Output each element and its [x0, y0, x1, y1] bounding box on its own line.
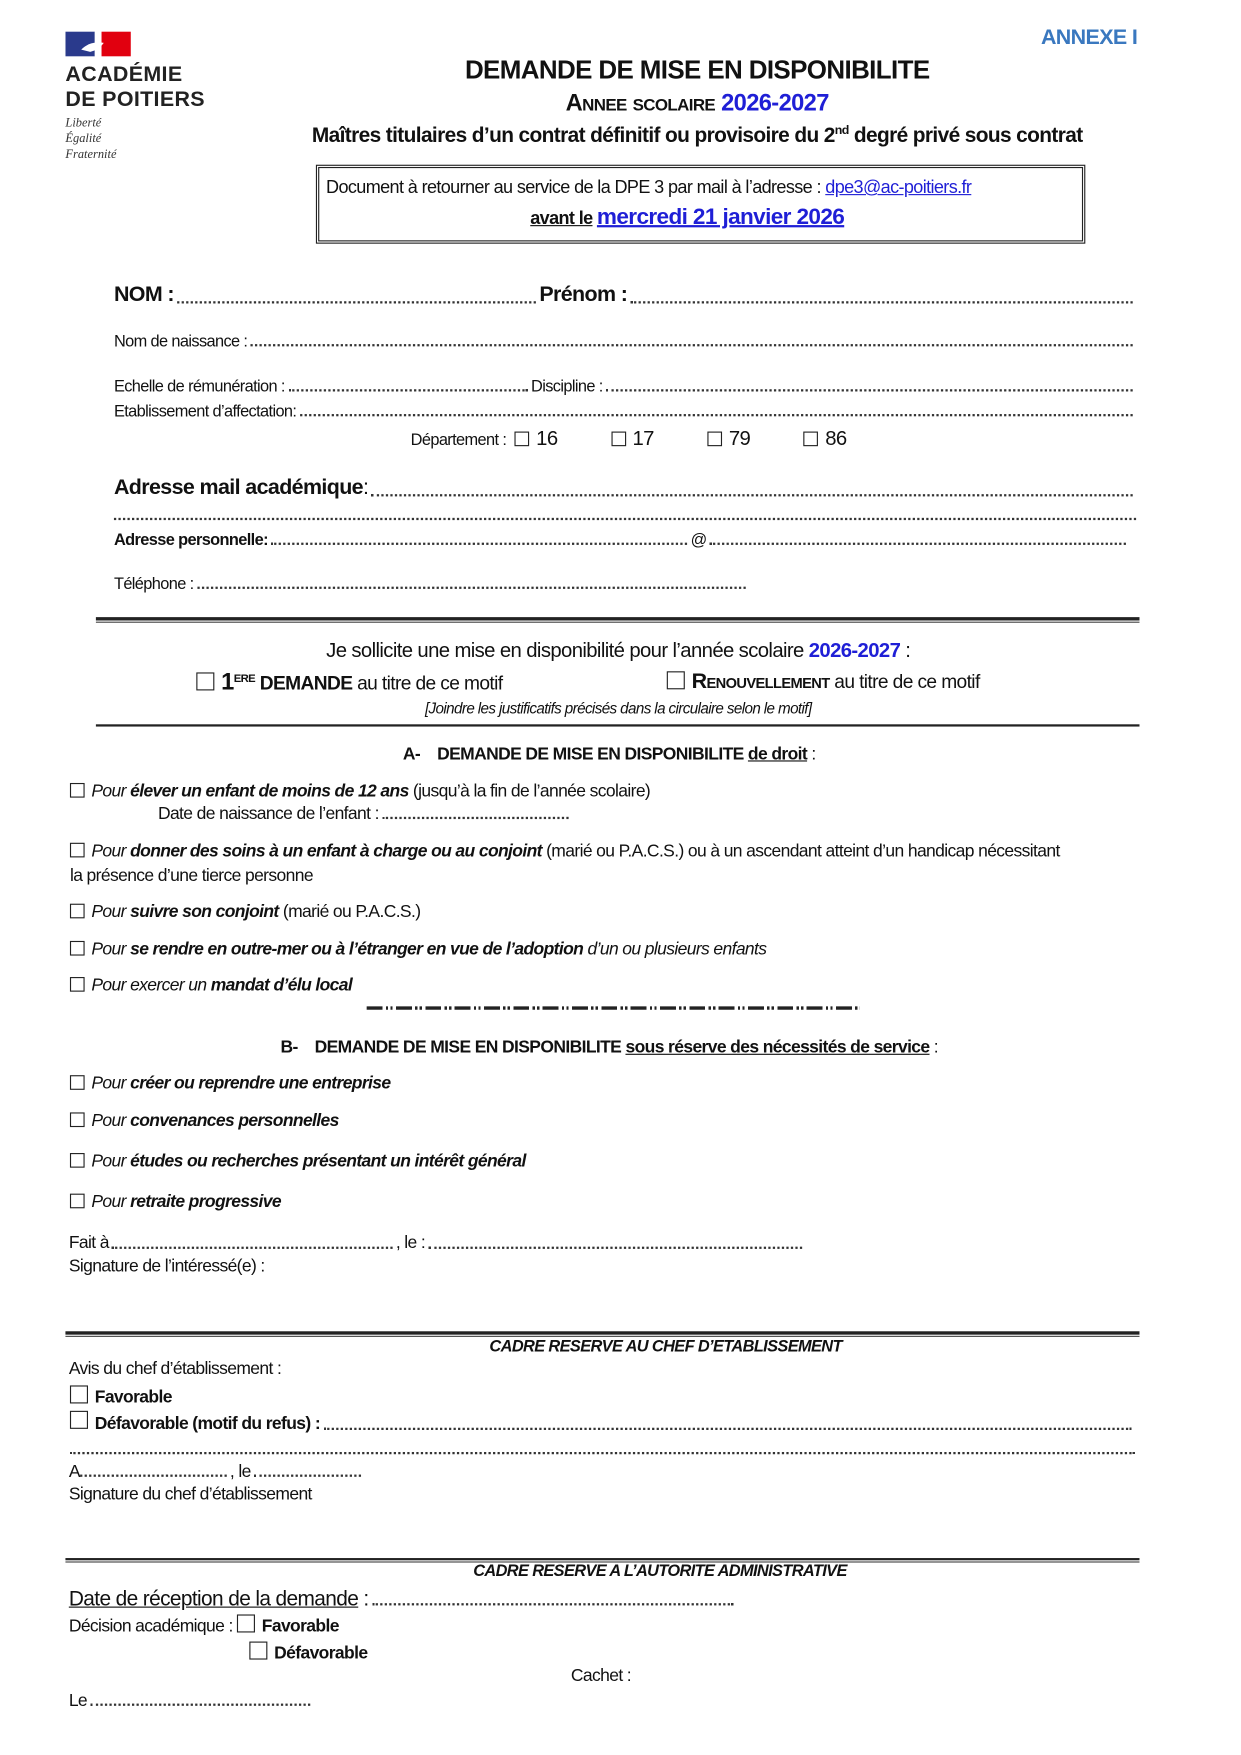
chef-signature-label: Signature du chef d’établissement — [68, 1484, 312, 1504]
checkbox-icon[interactable] — [70, 1194, 85, 1209]
checkbox-icon[interactable] — [70, 1112, 85, 1127]
request-text: Je sollicite une mise en disponibilité pour l’année scolaire — [326, 639, 809, 662]
deadline-date: mercredi 21 janvier 2026 — [596, 204, 845, 230]
checkbox-icon[interactable] — [707, 432, 722, 447]
chef-place-date — [69, 1462, 365, 1482]
divider — [65, 1331, 1139, 1337]
checkbox-icon[interactable] — [70, 1075, 85, 1090]
section-prefix: A- — [402, 744, 421, 764]
option-b2[interactable] — [70, 1111, 339, 1131]
refusal-reason-field[interactable] — [323, 1427, 1131, 1430]
opt-b: donner des soins à un enfant à charge ou au conjoint — [130, 841, 542, 861]
echelle-field[interactable] — [288, 388, 527, 391]
checkbox-icon[interactable] — [70, 904, 85, 919]
subtitle-text-end: degré privé sous contrat — [848, 122, 1083, 147]
opt-a: Pour — [91, 1074, 131, 1094]
option-b4[interactable] — [70, 1193, 281, 1213]
mail-aca-label: Adresse mail académique — [113, 476, 363, 500]
checkbox-icon[interactable] — [515, 432, 530, 447]
justificatifs-note: [Joindre les justificatifs précisés dans la circulaire selon le motif] — [424, 700, 812, 717]
option-a2[interactable] — [70, 842, 1060, 862]
opt-b: études ou recherches présentant un intérêt général — [130, 1151, 526, 1172]
reception-date-row — [69, 1586, 737, 1611]
chef-favorable-option[interactable] — [70, 1385, 172, 1408]
opt-a: Pour — [91, 841, 131, 861]
decision-row — [69, 1614, 339, 1637]
telephone-field[interactable] — [197, 586, 746, 589]
section-title: DEMANDE DE MISE EN DISPONIBILITE — [437, 744, 748, 764]
favorable-label: Favorable — [94, 1387, 172, 1407]
dept-label: 17 — [632, 427, 654, 450]
opt-b: se rendre en outre-mer ou à l’étranger en vue de l’adoption — [130, 939, 584, 959]
admin-favorable-option[interactable] — [237, 1617, 339, 1636]
notice-label: Document à retourner au service de la DPE 3 par mail à l’adresse : — [326, 178, 826, 198]
reception-date-field[interactable] — [372, 1602, 733, 1605]
chef-section-title: CADRE RESERVE AU CHEF D’ETABLISSEMENT — [489, 1338, 842, 1357]
renewal-option[interactable] — [667, 670, 980, 695]
decision-label: Décision académique : — [68, 1616, 233, 1636]
checkbox-icon[interactable] — [70, 1385, 88, 1403]
logo-line2: DE POITIERS — [65, 87, 205, 112]
checkbox-icon[interactable] — [611, 432, 626, 447]
option-b1[interactable] — [70, 1074, 391, 1094]
divider — [96, 617, 1140, 623]
chef-date-field[interactable] — [254, 1473, 361, 1476]
subtitle — [0, 123, 1241, 148]
mail-user-field[interactable] — [271, 542, 687, 545]
fait-label: Fait à — [68, 1233, 109, 1253]
logo-line1: ACADÉMIE — [65, 63, 183, 87]
mail-aca-field[interactable] — [372, 493, 1133, 496]
adresse-perso-label: Adresse personnelle: — [113, 531, 268, 550]
email-link[interactable]: dpe3@ac-poitiers.fr — [825, 178, 972, 198]
telephone-row — [114, 575, 749, 593]
request-intro — [0, 639, 1241, 663]
first-label: DEMANDE — [259, 672, 353, 694]
renew-rest: au titre de ce motif — [829, 671, 980, 693]
dash-separator — [367, 1006, 860, 1009]
section-prefix: B- — [280, 1037, 298, 1058]
dept-17[interactable] — [611, 427, 654, 450]
section-a-heading — [0, 745, 1241, 765]
opt-a: Pour exercer un — [91, 975, 211, 996]
option-a3[interactable] — [70, 903, 420, 923]
chef-place-field[interactable] — [80, 1473, 227, 1476]
opt-b: mandat d’élu local — [210, 975, 353, 996]
subtitle-text: Maîtres titulaires d’un contrat définitif ou provisoire du 2 — [311, 122, 835, 147]
dept-86[interactable] — [804, 427, 847, 450]
opt-a: Pour — [91, 939, 131, 959]
defavorable-label: Défavorable — [274, 1643, 368, 1663]
nom-label: NOM : — [113, 283, 174, 307]
option-a5[interactable] — [70, 976, 352, 996]
request-year: 2026-2027 — [808, 639, 901, 662]
notice-text — [326, 178, 971, 198]
admin-section-title: CADRE RESERVE A L’AUTORITE ADMINISTRATIVE — [473, 1562, 847, 1581]
motto-egalite: Égalité — [65, 131, 102, 146]
colon: : — [900, 639, 911, 662]
school-year: 2026-2027 — [721, 90, 829, 117]
renew-label: Renouvellement — [691, 670, 830, 694]
defavorable-label: Défavorable (motif du refus) : — [94, 1414, 321, 1434]
checkbox-icon[interactable] — [70, 783, 85, 798]
deadline-label: avant le — [530, 209, 593, 229]
school-year-label: Annee scolaire — [565, 90, 716, 117]
echelle-row — [114, 378, 1136, 396]
option-b3[interactable] — [70, 1152, 526, 1172]
checkbox-icon[interactable] — [70, 977, 85, 992]
place-field[interactable] — [112, 1246, 392, 1249]
admin-date-row — [69, 1691, 314, 1711]
etablissement-label: Etablissement d’affectation: — [113, 402, 297, 421]
opt-b: créer ou reprendre une entreprise — [130, 1074, 391, 1094]
deadline — [530, 205, 844, 231]
subtitle-sup: nd — [834, 123, 849, 138]
chef-defavorable-option[interactable] — [70, 1411, 1135, 1435]
at-sign: @ — [690, 531, 707, 550]
colon: : — [807, 744, 816, 764]
checkbox-icon[interactable] — [237, 1614, 255, 1632]
birthname-row — [114, 333, 1136, 351]
opt-a: Pour — [91, 1151, 131, 1172]
telephone-label: Téléphone : — [113, 575, 194, 594]
date-label: , le : — [395, 1233, 426, 1253]
favorable-label: Favorable — [261, 1616, 339, 1636]
checkbox-icon[interactable] — [70, 941, 85, 956]
option-a1[interactable] — [70, 782, 650, 802]
section-title: DEMANDE DE MISE EN DISPONIBILITE — [314, 1037, 626, 1058]
school-year-heading — [0, 87, 1241, 117]
colon: : — [929, 1037, 939, 1058]
reception-label: Date de réception de la demande — [68, 1586, 359, 1610]
first-request-option[interactable] — [196, 669, 502, 696]
mail-aca-field-cont[interactable] — [114, 517, 1136, 520]
checkbox-icon[interactable] — [70, 843, 85, 858]
nom-field[interactable] — [177, 300, 536, 303]
marianne-flag-icon — [65, 32, 130, 57]
option-a2-cont: la présence d’une tierce personne — [69, 866, 313, 886]
naissance-label: Nom de naissance : — [113, 332, 248, 351]
admin-defavorable-option[interactable] — [249, 1642, 367, 1665]
opt-b: suivre son conjoint — [130, 902, 279, 922]
echelle-label: Echelle de rémunération : — [113, 377, 285, 396]
first-num: 1 — [221, 669, 234, 695]
discipline-field[interactable] — [606, 388, 1133, 391]
prenom-field[interactable] — [631, 300, 1133, 303]
dept-16[interactable] — [515, 427, 558, 450]
opt-b: convenances personnelles — [130, 1111, 339, 1131]
divider — [96, 724, 1140, 726]
departement-label: Département : — [410, 431, 507, 450]
birthdate-field[interactable] — [382, 816, 568, 819]
opt-c: d’un ou plusieurs enfants — [583, 939, 767, 959]
departement-row — [411, 427, 847, 451]
dept-79[interactable] — [707, 427, 750, 450]
fait-a-row — [69, 1233, 806, 1253]
page-title: DEMANDE DE MISE EN DISPONIBILITE — [464, 54, 930, 85]
birthdate-label: Date de naissance de l’enfant : — [157, 804, 379, 824]
mail-perso-row — [114, 531, 1129, 549]
checkbox-icon[interactable] — [804, 432, 819, 447]
opt-c: (jusqu’à la fin de l’année scolaire) — [408, 781, 651, 802]
etablissement-field[interactable] — [300, 413, 1133, 416]
opt-c: (marié ou P.A.C.S.) ou à un ascendant atteint d’un handicap nécessitant — [541, 841, 1060, 861]
checkbox-icon[interactable] — [196, 672, 214, 690]
checkbox-icon[interactable] — [249, 1642, 267, 1660]
first-rest: au titre de ce motif — [352, 672, 503, 694]
admin-date-field[interactable] — [90, 1702, 310, 1705]
a-label: A — [68, 1462, 80, 1482]
cachet-label: Cachet : — [570, 1666, 632, 1686]
dept-label: 16 — [536, 427, 558, 450]
naissance-field[interactable] — [251, 343, 1133, 346]
name-row — [114, 283, 1136, 308]
opt-a: Pour — [91, 1192, 131, 1212]
prenom-label: Prénom : — [539, 283, 628, 307]
dept-label: 79 — [728, 427, 751, 450]
option-a4[interactable] — [70, 940, 766, 960]
checkbox-icon[interactable] — [667, 671, 685, 689]
child-birthdate-row — [158, 804, 572, 824]
date-field[interactable] — [429, 1246, 803, 1249]
first-sup: ERE — [233, 672, 256, 686]
mail-aca-row — [114, 476, 1136, 501]
opt-c: (marié ou P.A.C.S.) — [278, 902, 421, 922]
colon: : — [362, 476, 369, 500]
checkbox-icon[interactable] — [70, 1411, 88, 1429]
opt-a: Pour — [91, 902, 131, 922]
opt-a: Pour — [91, 1111, 131, 1131]
section-title-u: de droit — [747, 744, 808, 764]
le-label: , le — [229, 1462, 251, 1482]
section-b-heading — [0, 1038, 1241, 1058]
mail-domain-field[interactable] — [710, 542, 1126, 545]
annex-label: ANNEXE I — [1040, 25, 1138, 50]
opt-a: Pour — [91, 781, 131, 802]
section-title-u: sous réserve des nécessités de service — [625, 1037, 930, 1058]
refusal-reason-cont[interactable] — [70, 1451, 1135, 1454]
colon: : — [358, 1586, 369, 1610]
signature-label: Signature de l’intéressé(e) : — [68, 1256, 265, 1276]
avis-label: Avis du chef d’établissement : — [68, 1359, 282, 1379]
discipline-label: Discipline : — [531, 377, 603, 396]
opt-b: élever un enfant de moins de 12 ans — [130, 781, 409, 802]
opt-b: retraite progressive — [130, 1192, 281, 1212]
le-label: Le — [68, 1691, 88, 1711]
motto-liberte: Liberté — [65, 116, 102, 130]
etablissement-row — [114, 403, 1136, 421]
checkbox-icon[interactable] — [70, 1153, 85, 1168]
motto-fraternite: Fraternité — [65, 147, 117, 162]
dept-label: 86 — [825, 427, 847, 450]
